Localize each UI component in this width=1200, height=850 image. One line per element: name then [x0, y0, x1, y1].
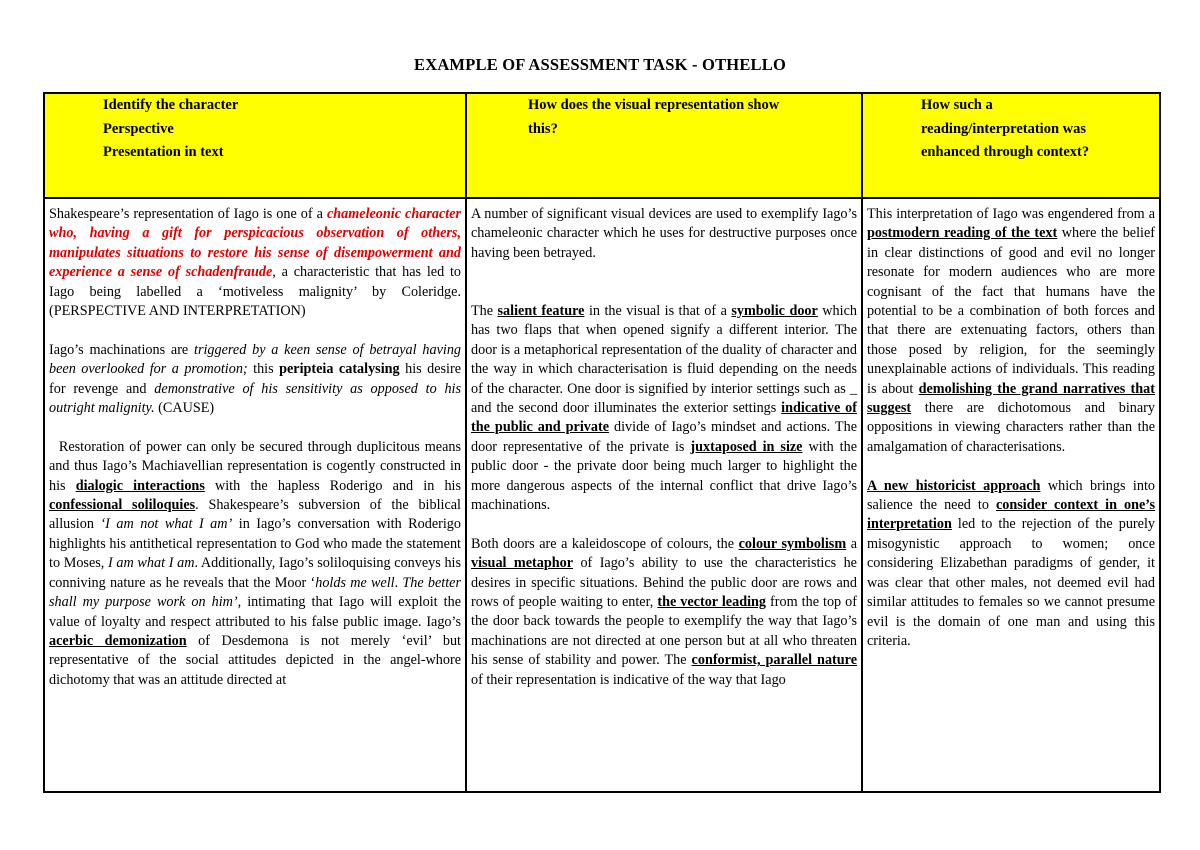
text-run: a [846, 535, 857, 552]
quotation: ‘I am not what I am’ [100, 516, 233, 533]
text-run: with the public door - the private door being much larger to highlight the more dangerous aspects of the internal conflict that drive Iago’s machinations. [471, 438, 857, 514]
key-term: confessional soliloquies [49, 497, 196, 514]
text-run: in the visual is that of a [584, 303, 732, 319]
header-line: reading/interpretation was [921, 120, 1087, 137]
header-line: Presentation in text [103, 144, 224, 160]
key-term: salient feature [497, 303, 585, 319]
text-run: A number of significant visual devices are used to exemplify Iago’s chameleonic character which he uses for destructive purposes once having been betrayed. [471, 206, 857, 261]
text-run: (CAUSE) [154, 400, 215, 417]
header-line: How does the visual representation show [528, 97, 780, 113]
text-run: in Iago’s conversation with Roderigo highlights his antithetical representation to God who made the statement to Moses, [49, 516, 465, 572]
text-run: of Desdemona is not merely ‘evil’ but representative of the social attitudes depicted in the angel-whore dichotomy that was an attitude directed at [49, 632, 465, 688]
paragraph-symbolic-door [471, 302, 857, 515]
header-cell-visual [466, 93, 862, 198]
text-run: The [471, 303, 498, 319]
quotation: I am what I am [108, 555, 195, 572]
text-run: this [247, 361, 280, 378]
body-cell-visual [466, 198, 862, 792]
table-header-row [44, 93, 1160, 198]
header-line: How such a [921, 97, 993, 113]
key-term: consider context in one’s interpretation [867, 497, 1155, 533]
text-run: from the top of the door back towards the people to exemplify the way that Iago’s machinations are not directed at one person but at all who threaten his sense of stability and power. The [471, 594, 857, 669]
key-term: postmodern reading of the text [867, 225, 1058, 242]
text-run: of their representation is indicative of the way that Iago [471, 671, 786, 688]
key-term: juxtaposed in size [690, 438, 803, 455]
key-term: indicative of the public and private [471, 400, 857, 436]
paragraph-restoration [49, 438, 465, 690]
body-cell-context [862, 198, 1160, 792]
key-term: the vector leading [657, 594, 767, 611]
text-run: with the hapless Roderigo and in his [204, 477, 465, 494]
assessment-table [43, 92, 1161, 793]
body-cell-character [44, 198, 466, 792]
header-cell-context [862, 93, 1160, 198]
text-run: . Shakespeare’s subversion of the biblical allusion [49, 497, 465, 533]
key-term: symbolic door [731, 303, 818, 319]
text-run: Shakespeare’s representation of Iago is one of a [49, 206, 327, 222]
text-run: . Additionally, Iago’s soliloquising conveys his conniving nature as he reveals that the Moor ‘ [49, 555, 465, 591]
bold-phrase: peripteia catalysing [279, 361, 400, 378]
italic-phrase: demonstrative of his sensitivity as opposed to his outright malignity. [49, 380, 462, 417]
text-run: . [394, 574, 403, 591]
header-line: Perspective [103, 120, 174, 137]
text-run: Iago’s machinations are [49, 341, 195, 358]
header-line: enhanced through context? [921, 144, 1090, 160]
text-run: his desire for revenge and [49, 361, 462, 397]
text-run: divide of Iago’s mindset and actions. The door representative of the private is [471, 419, 857, 455]
key-term: demolishing the grand narratives that suggest [867, 380, 1155, 417]
key-term: A new historicist approach [867, 477, 1041, 494]
text-run: This interpretation of Iago was engendered from a [867, 206, 1155, 222]
key-term: colour symbolism [738, 535, 847, 552]
document-title: EXAMPLE OF ASSESSMENT TASK - OTHELLO [414, 55, 786, 74]
text-run: intimating that Iago will exploit the value of loyalty and respect attributed to his false public image. Iago’s [49, 594, 465, 630]
text-run: where the belief in clear distinctions of good and evil no longer resonate for modern audiences who are more cognisant of the fact that humans have the potential to be a combination of both forces and that there are extenuating factors, others than those posed by religion, for the seemingly unexplainable actions of individuals. This reading is about [867, 225, 1155, 397]
quotation: The better shall my purpose work on him’, [49, 574, 465, 611]
paragraph-new-historicist [867, 477, 1155, 652]
table-body-row [44, 198, 1160, 792]
key-term: conformist, parallel nature [691, 652, 857, 669]
paragraph-colour-symbolism [471, 535, 857, 690]
header-line: this? [528, 120, 558, 137]
text-run: of Iago’s ability to use the characteristics he desires in specific situations. Behind the public door are rows and rows of people waiting to enter, [471, 555, 857, 611]
text-run: which brings into salience the need to [867, 477, 1155, 514]
key-term: visual metaphor [471, 555, 574, 572]
paragraph-visual-devices [471, 205, 857, 263]
text-run: led to the rejection of the purely misogynistic approach to women; once considering Elizabethan paradigms of gender, it was clear that other males, not deemed evil had similar attitudes to females so we cannot presume evil is the domain of one man and using this criteria. [867, 516, 1155, 649]
key-term: acerbic demonization [49, 632, 187, 649]
paragraph-postmodern [867, 205, 1155, 457]
key-term: dialogic interactions [75, 477, 205, 494]
header-line: Identify the character [103, 97, 239, 113]
text-run: there are dichotomous and binary oppositions in viewing characters rather than the amalgamation of characterisations. [867, 400, 1155, 455]
text-run: , a characteristic that has led to Iago being labelled a ‘motiveless malignity’ by Coleridge. (PERSPECTIVE AND INTERPRETATION) [49, 264, 461, 320]
header-cell-character [44, 93, 466, 198]
paragraph-cause [49, 341, 461, 419]
highlighted-phrase: chameleonic character who, having a gift for perspicacious observation of others, manipulates situations to restore his sense of disempowerment and experience a sense of schadenfraude [49, 206, 461, 281]
text-run: Restoration of power can only be secured through duplicitous means and thus Iago’s Machiavellian representation is cogently constructed in his [49, 438, 465, 494]
text-run: which has two flaps that when opened signify a different interior. The door is a metaphorical representation of the duality of character and the way in which characterisation is fluid depending on the needs of the character. One door is signified by interior settings such as _ and the second door illuminates the exterior settings [471, 303, 857, 417]
italic-phrase: triggered by a keen sense of betrayal having been overlooked for a promotion; [49, 341, 462, 378]
text-run: Both doors are a kaleidoscope of colours, the [471, 535, 739, 552]
paragraph-perspective [49, 205, 461, 321]
quotation: holds me well [315, 574, 395, 591]
